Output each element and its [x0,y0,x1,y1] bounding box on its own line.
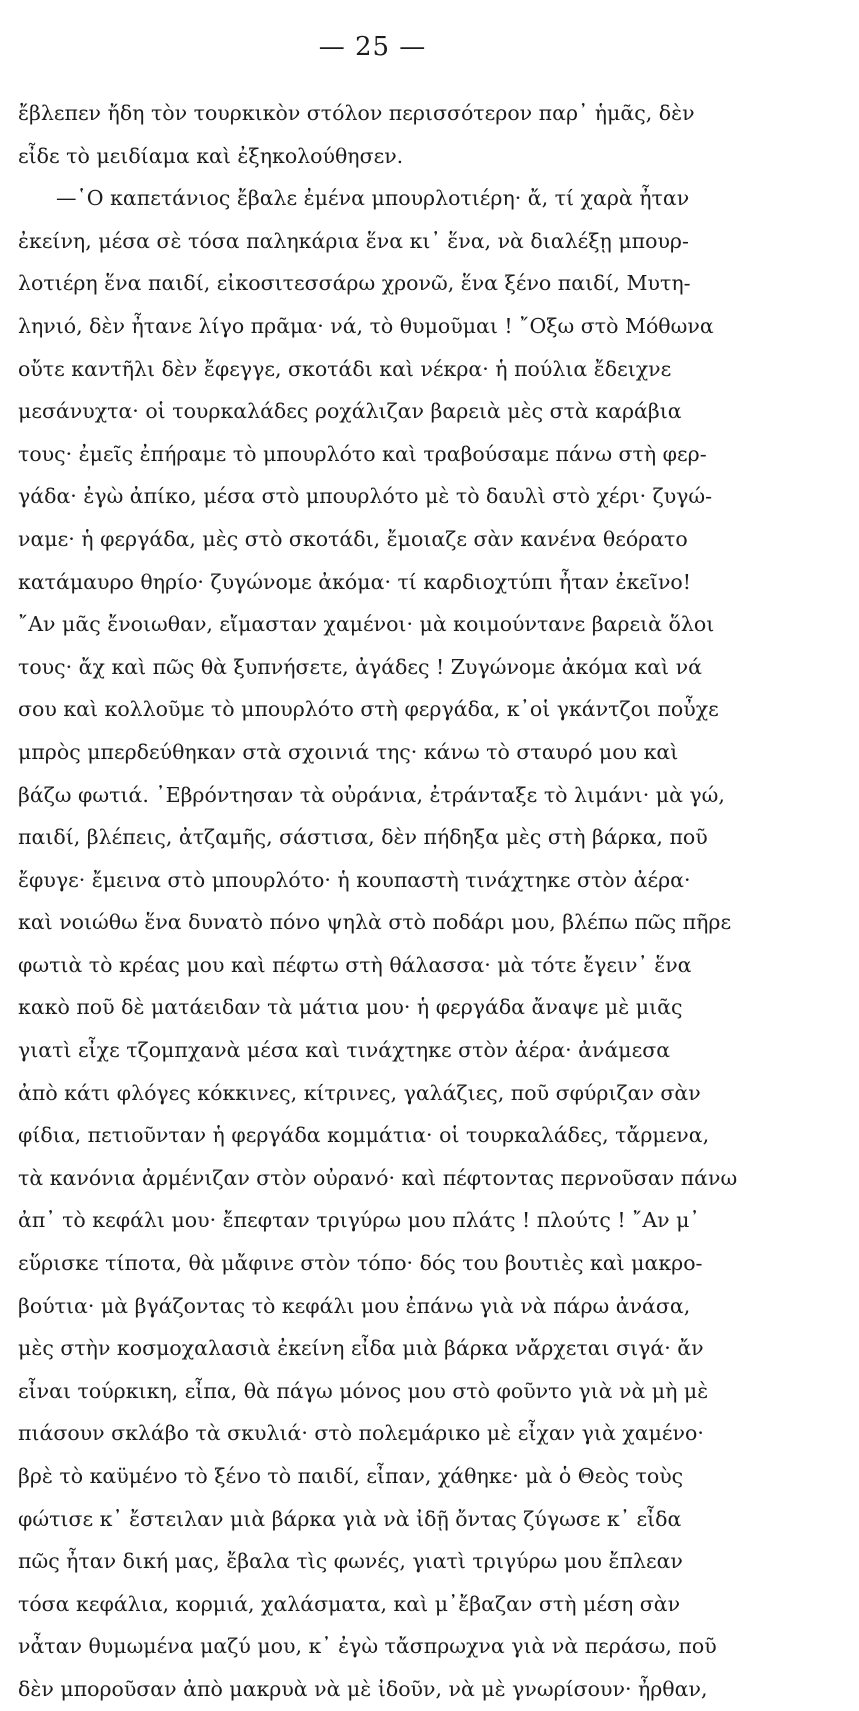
text-line: καὶ νοιώθω ἕνα δυνατὸ πόνο ψηλὰ στὸ ποδάρι μου, βλέπω πῶς πῆρε [18,910,732,935]
text-line: φώτισε κ᾽ ἔστειλαν μιὰ βάρκα γιὰ νὰ ἰδῇ ὄντας ζύγωσε κ᾽ εἶδα [18,1506,682,1531]
page-number: — 25 — [318,32,427,62]
text-line: ἐκείνη, μέσα σὲ τόσα παληκάρια ἕνα κι᾽ ἕνα, νὰ διαλέξῃ μπουρ- [18,228,689,253]
text-line: ἔβλεπεν ἤδη τὸν τουρκικὸν στόλον περισσότερον παρ᾽ ἡμᾶς, δὲν [18,101,695,125]
text-line: ληνιό, δὲν ἦτανε λίγο πρᾶμα· νά, τὸ θυμοῦμαι ! ῎Οξω στὸ Μόθωνα [18,313,714,338]
text-line: ναμε· ἡ φεργάδα, μὲς στὸ σκοτάδι, ἔμοιαζε σὰν κανένα θεόρατο [18,526,688,551]
text-line: βρὲ τὸ καϋμένο τὸ ξένο τὸ παιδί, εἶπαν, χάθηκε· μὰ ὁ Θεὸς τοὺς [18,1464,684,1488]
text-line: τόσα κεφάλια, κορμιά, χαλάσματα, καὶ μ᾽ἔβαζαν στὴ μέση σὰν [18,1591,681,1616]
text-line: οὔτε καντῆλι δὲν ἔφεγγε, σκοτάδι καὶ νέκρα· ἡ πούλια ἔδειχνε [18,356,672,381]
text-line: νἆταν θυμωμένα μαζύ μου, κ᾽ ἐγὼ τἄσπρωχνα γιὰ νὰ περάσω, ποῦ [18,1634,717,1659]
text-line: τους· ἐμεῖς ἐπήραμε τὸ μπουρλότο καὶ τραβούσαμε πάνω στὴ φερ- [18,441,707,466]
text-line: παιδί, βλέπεις, ἀτζαμῆς, σάστισα, δὲν πήδηξα μὲς στὴ βάρκα, ποῦ [18,825,708,850]
text-line: γάδα· ἐγὼ ἀπίκο, μέσα στὸ μπουρλότο μὲ τὸ δαυλὶ στὸ χέρι· ζυγώ- [18,484,713,509]
text-line: κακὸ ποῦ δὲ ματάειδαν τὰ μάτια μου· ἡ φεργάδα ἄναψε μὲ μιᾶς [18,995,683,1020]
text-line: ἀπ᾽ τὸ κεφάλι μου· ἔπεφταν τριγύρω μου πλάτς ! πλούτς ! ῎Αν μ᾽ [18,1208,700,1233]
text-line: μὲς στὴν κοσμοχαλασιὰ ἐκείνη εἶδα μιὰ βάρκα νἄρχεται σιγά· ἄν [18,1336,704,1361]
text-line: μεσάνυχτα· οἱ τουρκαλάδες ροχάλιζαν βαρειὰ μὲς στὰ καράβια [18,399,682,424]
text-line: δὲν μποροῦσαν ἀπὸ μακρυὰ νὰ μὲ ἰδοῦν, νὰ μὲ γνωρίσουν· ἦρθαν, [18,1676,708,1701]
text-line: κατάμαυρο θηρίο· ζυγώνομε ἀκόμα· τί καρδιοχτύπι ἦταν ἐκεῖνο! [18,569,692,594]
text-line: φωτιὰ τὸ κρέας μου καὶ πέφτω στὴ θάλασσα· μὰ τότε ἔγειν᾽ ἕνα [18,952,692,977]
text-line: εὕρισκε τίποτα, θὰ μἄφινε στὸν τόπο· δός του βουτιὲς καὶ μακρο- [18,1251,703,1276]
text-line: βούτια· μὰ βγάζοντας τὸ κεφάλι μου ἐπάνω γιὰ νὰ πάρω ἀνάσα, [18,1293,691,1318]
text-line: βάζω φωτιά. ᾽Εβρόντησαν τὰ οὐράνια, ἐτράνταξε τὸ λιμάνι· μὰ γώ, [18,782,725,807]
text-line: εἶναι τούρκικη, εἶπα, θὰ πάγω μόνος μου στὸ φοῦντο γιὰ νὰ μὴ μὲ [18,1378,709,1403]
text-line: γιατὶ εἶχε τζομπχανὰ μέσα καὶ τινάχτηκε στὸν ἀέρα· ἀνάμεσα [18,1038,671,1063]
text-line: φίδια, πετιοῦνταν ἡ φεργάδα κομμάτια· οἱ τουρκαλάδες, τἄρμενα, [18,1123,710,1148]
text-line: —῾Ο καπετάνιος ἔβαλε ἐμένα μπουρλοτιέρη· ἄ, τί χαρὰ ἦταν [56,186,690,211]
text-line: τὰ κανόνια ἀρμένιζαν στὸν οὐρανό· καὶ πέφτοντας περνοῦσαν πάνω [18,1165,738,1190]
text-line: ῎Αν μᾶς ἔνοιωθαν, εἴμασταν χαμένοι· μὰ κοιμούντανε βαρειὰ ὅλοι [18,612,715,637]
text-line: μπρὸς μπερδεύθηκαν στὰ σχοινιά της· κάνω τὸ σταυρό μου καὶ [18,739,679,764]
text-line: ἀπὸ κάτι φλόγες κόκκινες, κίτρινες, γαλάζιες, ποῦ σφύριζαν σὰν [18,1080,701,1105]
text-line: σου καὶ κολλοῦμε τὸ μπουρλότο στὴ φεργάδα, κ᾽οἱ γκάντζοι ποὖχε [18,697,719,722]
text-line: ἔφυγε· ἔμεινα στὸ μπουρλότο· ἡ κουπαστὴ τινάχτηκε στὸν ἀέρα· [18,867,691,892]
text-line: λοτιέρη ἕνα παιδί, εἰκοσιτεσσάρω χρονῶ, ἕνα ξένο παιδί, Μυτη- [18,271,691,296]
text-line: τους· ἄχ καὶ πῶς θὰ ξυπνήσετε, ἀγάδες ! Ζυγώνομε ἀκόμα καὶ νά [18,654,702,679]
body-text [18,92,763,1711]
text-line: εἶδε τὸ μειδίαμα καὶ ἐξηκολούθησεν. [18,143,404,168]
text-line: πῶς ἦταν δική μας, ἔβαλα τὶς φωνές, γιατὶ τριγύρω μου ἔπλεαν [18,1549,683,1574]
text-line: πιάσουν σκλάβο τὰ σκυλιά· στὸ πολεμάρικο μὲ εἶχαν γιὰ χαμένο· [18,1421,704,1446]
